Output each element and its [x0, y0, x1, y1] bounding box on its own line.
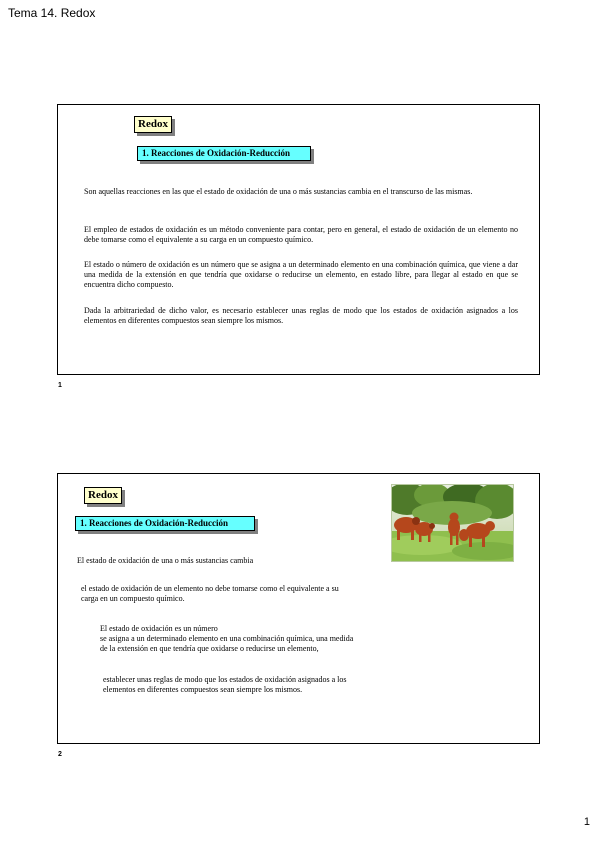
slide-subtitle: 1. Reacciones de Oxidación-Reducción [137, 146, 311, 161]
bullet-line: de la extensión en que tendría que oxidarse o reducirse un elemento, [100, 644, 319, 653]
bullet-line: El estado de oxidación es un número [100, 624, 218, 633]
bullet-line: se asigna a un determinado elemento en una combinación química, una medida [100, 634, 354, 643]
slide-2 [57, 473, 540, 744]
slide-subtitle: 1. Reacciones de Oxidación-Reducción [75, 516, 255, 531]
bullet-line: el estado de oxidación de un elemento no debe tomarse como el equivalente a su [81, 584, 339, 593]
slide-number: 1 [58, 382, 62, 389]
bullet-line: carga en un compuesto químico. [81, 594, 185, 603]
bullet-line: El estado de oxidación de una o más sustancias cambia [77, 556, 254, 565]
cattle-photo [391, 484, 514, 562]
paragraph: Son aquellas reacciones en las que el estado de oxidación de una o más sustancias cambia en el transcurso de las mismas. [84, 187, 473, 196]
slide-title: Redox [84, 487, 122, 504]
paragraph: Dada la arbitrariedad de dicho valor, es necesario establecer unas reglas de modo que los estados de oxidación asignados a los elementos en diferentes compuestos sean siempre los mismos. [84, 306, 518, 325]
bullet-text [103, 675, 347, 695]
bullet-text [100, 624, 353, 654]
bullet-text [77, 556, 253, 566]
bullet-text [81, 584, 339, 604]
slide-title: Redox [134, 116, 172, 133]
document-title: Tema 14. Redox [8, 6, 96, 20]
bullet-line: elementos en diferentes compuestos sean siempre los mismos. [103, 685, 303, 694]
paragraph: El empleo de estados de oxidación es un método conveniente para contar, pero en general, el estado de oxidación de un elemento no debe tomarse como el equivalente a su carga en un compuesto químico. [84, 225, 518, 244]
bullet-line: establecer unas reglas de modo que los estados de oxidación asignados a los [103, 675, 347, 684]
slide-number: 2 [58, 751, 62, 758]
slide-1 [57, 104, 540, 375]
paragraph: El estado o número de oxidación es un número que se asigna a un determinado elemento en una combinación química, que viene a dar una medida de la extensión en que tendría que oxidarse o reducirse un elemento, en estado libre, para llegar al estado en que se encuentra dicho compuesto. [84, 260, 518, 289]
page-number: 1 [583, 816, 590, 828]
